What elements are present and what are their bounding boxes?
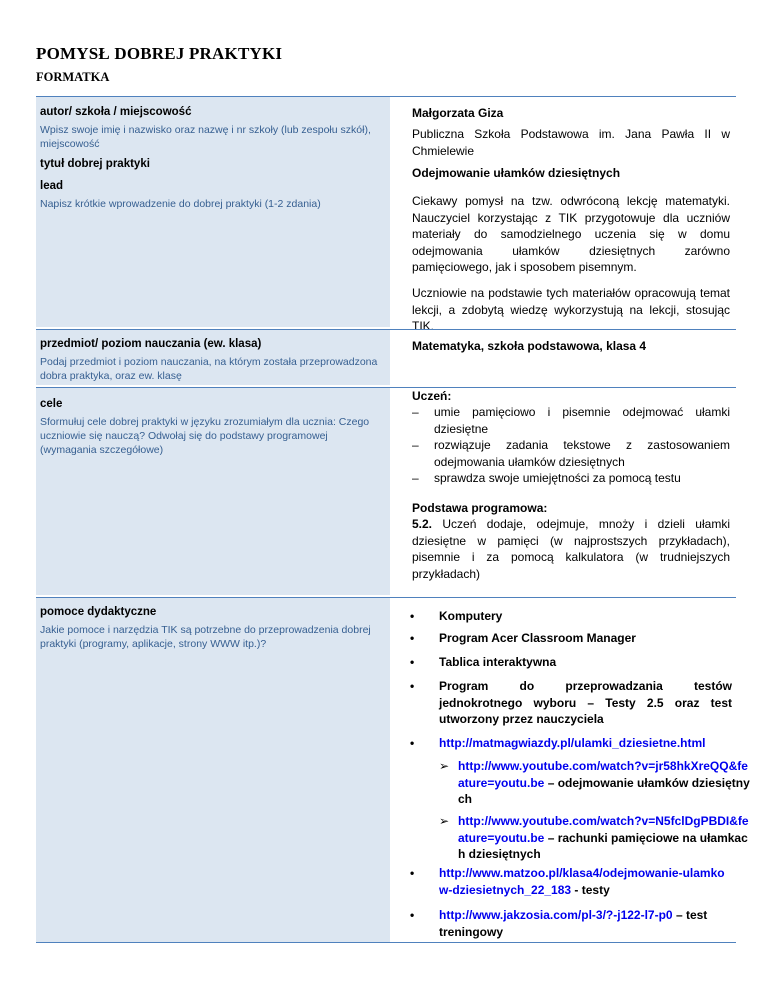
bullet-icon: • bbox=[410, 866, 415, 880]
bullet-icon: • bbox=[410, 655, 415, 669]
basis-number: 5.2. bbox=[412, 517, 433, 531]
goals-list bbox=[412, 404, 730, 487]
aid-label: Tablica interaktywna bbox=[439, 655, 557, 669]
autor-label: autor/ szkoła / miejscowość bbox=[40, 106, 192, 118]
section-divider bbox=[36, 942, 736, 943]
bullet-icon: • bbox=[410, 609, 415, 623]
aid-label: Komputery bbox=[439, 609, 503, 623]
aid-label: Program Acer Classroom Manager bbox=[439, 631, 636, 645]
autor-hint: Wpisz swoje imię i nazwisko oraz nazwę i nr szkoły (lub zespołu szkół), miejscowość bbox=[40, 124, 371, 150]
practice-title: Odejmowanie ułamków dziesiętnych bbox=[412, 166, 621, 180]
list-item: – sprawdza swoje umiejętności za pomocą testu bbox=[412, 470, 730, 487]
bullet-icon: • bbox=[410, 679, 415, 693]
goals-hint: Sformułuj cele dobrej praktyki w języku zrozumiałym dla ucznia: Czego uczniowie się nauczą? Odwołaj się do podstawy programowej (wymagania szczegółowe) bbox=[40, 416, 370, 456]
document-title: POMYSŁ DOBREJ PRAKTYKI bbox=[36, 44, 283, 63]
aids-hint: Jakie pomoce i narzędzia TIK są potrzebne do przeprowadzenia dobrej praktyki (programy, aplikacje, strony WWW itp.)? bbox=[40, 624, 371, 650]
label-cell bbox=[36, 598, 390, 942]
bullet-icon: • bbox=[410, 631, 415, 645]
list-item: – rozwiązuje zadania tekstowe z zastosowaniem odejmowania ułamków dziesiętnych bbox=[412, 437, 730, 470]
basis-title: Podstawa programowa: bbox=[412, 501, 548, 515]
aid-suffix: – test treningowy bbox=[439, 908, 708, 939]
arrow-bullet-icon: ➢ bbox=[439, 814, 450, 828]
section-przedmiot bbox=[36, 330, 736, 385]
arrow-bullet-icon: ➢ bbox=[439, 759, 450, 773]
subject-hint: Podaj przedmiot i poziom nauczania, na którym została przeprowadzona dobra praktyka, oraz ew. klasę bbox=[40, 356, 378, 382]
lead-paragraph-2: Uczniowie na podstawie tych materiałów opracowują temat lekcji, a zdobytą wiedzę wykorzystują na lekcji, stosując TIK. bbox=[412, 286, 730, 333]
basis-description: Uczeń dodaje, odejmuje, mnoży i dzieli ułamki dziesiętne w pamięci (w najprostszych przykładach), pisemnie i za pomocą kalkulatora (w trudniejszych przykładach) bbox=[412, 517, 730, 581]
sub-item-1-text: – odejmowanie ułamków dziesiętnych bbox=[458, 775, 750, 806]
link-youtube-2[interactable]: http://www.youtube.com/watch?v=N5fclDgPBDI&feature=youtu.be bbox=[458, 814, 749, 845]
title-label: tytuł dobrej praktyki bbox=[40, 158, 150, 170]
aid-label bbox=[439, 907, 732, 940]
lead-paragraph-1: Ciekawy pomysł na tzw. odwróconą lekcję matematyki. Nauczyciel korzystając z TIK przygotowuje dla uczniów materiały do samodzielnego uczenia się w domu odejmowania ułamków dziesiętnych zarówno pamięciowego, jak i sposobem pisemnym. bbox=[412, 194, 730, 274]
aids-label: pomoce dydaktyczne bbox=[40, 606, 157, 618]
goals-intro: Uczeń: bbox=[412, 389, 452, 403]
bullet-icon: • bbox=[410, 736, 415, 750]
link-matmagwiazdy[interactable]: http://matmagwiazdy.pl/ulamki_dziesietne.html bbox=[439, 736, 706, 750]
lead-hint: Napisz krótkie wprowadzenie do dobrej praktyki (1-2 zdania) bbox=[40, 198, 321, 210]
author-name: Małgorzata Giza bbox=[412, 106, 504, 120]
section-pomoce bbox=[36, 598, 750, 942]
section-cele bbox=[36, 388, 736, 595]
aid-label: Program do przeprowadzania testów jednokrotnego wyboru – Testy 2.5 oraz test utworzony przez nauczyciela bbox=[439, 679, 732, 726]
link-jakzosia[interactable]: http://www.jakzosia.com/pl-3/?-j122-l7-p0 bbox=[439, 908, 673, 922]
label-cell bbox=[36, 388, 390, 595]
link-matzoo[interactable]: http://www.matzoo.pl/klasa4/odejmowanie-ulamkow-dziesietnych_22_183 bbox=[439, 866, 725, 897]
label-cell bbox=[36, 330, 390, 385]
school-name: Publiczna Szkoła Podstawowa im. Jana Pawła II w Chmielewie bbox=[412, 127, 730, 158]
sub-item-2 bbox=[458, 813, 751, 863]
lead-label: lead bbox=[40, 180, 64, 192]
subject-label: przedmiot/ poziom nauczania (ew. klasa) bbox=[40, 338, 262, 350]
list-item: – umie pamięciowo i pisemnie odejmować ułamki dziesiętne bbox=[412, 404, 730, 437]
subject-value: Matematyka, szkoła podstawowa, klasa 4 bbox=[412, 339, 647, 353]
sub-item-1 bbox=[458, 758, 751, 808]
aid-label bbox=[439, 865, 732, 898]
sub-item-2-text: – rachunki pamięciowe na ułamkach dziesiętnych bbox=[458, 830, 748, 861]
bullet-icon: • bbox=[410, 908, 415, 922]
basis-text bbox=[412, 516, 730, 582]
link-youtube-1[interactable]: http://www.youtube.com/watch?v=jr58hkXreQQ&feature=youtu.be bbox=[458, 759, 748, 790]
goals-label: cele bbox=[40, 398, 63, 410]
section-autor bbox=[36, 97, 736, 333]
document-subtitle: FORMATKA bbox=[36, 70, 110, 84]
label-cell bbox=[36, 97, 390, 327]
aid-suffix: - testy bbox=[571, 882, 610, 897]
